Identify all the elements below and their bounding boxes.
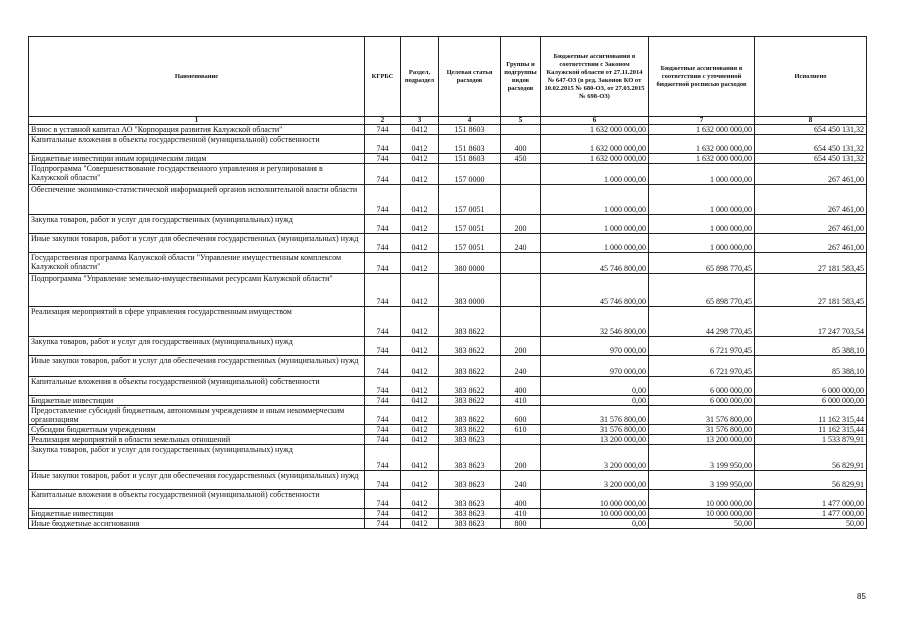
row-refined-amount: 31 576 800,00 [649,406,755,425]
row-section: 0412 [401,396,439,406]
row-name: Капитальные вложения в объекты государственной (муниципальной) собственности [29,490,365,509]
row-group [501,274,541,307]
row-executed-amount: 1 533 879,91 [755,435,867,445]
column-number: 1 [29,117,365,125]
row-group: 450 [501,154,541,164]
row-section: 0412 [401,471,439,490]
row-refined-amount: 6 000 000,00 [649,377,755,396]
row-target: 383 8622 [439,356,501,377]
table-row [29,215,867,234]
row-kgrbs: 744 [365,509,401,519]
table-header-row [29,37,867,117]
row-kgrbs: 744 [365,356,401,377]
row-name: Иные закупки товаров, работ и услуг для обеспечения государственных (муниципальных) нужд [29,234,365,253]
row-name: Капитальные вложения в объекты государственной (муниципальной) собственности [29,377,365,396]
row-name: Иные закупки товаров, работ и услуг для обеспечения государственных (муниципальных) нужд [29,356,365,377]
row-refined-amount: 31 576 800,00 [649,425,755,435]
row-law-amount: 1 000 000,00 [541,234,649,253]
table-row [29,135,867,154]
column-number: 6 [541,117,649,125]
row-group: 400 [501,490,541,509]
row-name: Иные бюджетные ассигнования [29,519,365,529]
row-law-amount: 1 000 000,00 [541,215,649,234]
row-section: 0412 [401,185,439,215]
row-law-amount: 32 546 800,00 [541,307,649,337]
row-target: 151 8603 [439,125,501,135]
row-law-amount: 0,00 [541,519,649,529]
row-name: Подпрограмма "Управление земельно-имущественными ресурсами Калужской области" [29,274,365,307]
row-target: 383 8622 [439,425,501,435]
row-kgrbs: 744 [365,307,401,337]
table-row [29,125,867,135]
row-group: 240 [501,234,541,253]
row-refined-amount: 1 000 000,00 [649,215,755,234]
row-name: Реализация мероприятий в сфере управления государственным имуществом [29,307,365,337]
row-refined-amount: 6 000 000,00 [649,396,755,406]
table-row [29,509,867,519]
row-name: Обеспечение экономико-статистической информацией органов исполнительной власти области [29,185,365,215]
column-number: 4 [439,117,501,125]
row-target: 151 8603 [439,135,501,154]
row-section: 0412 [401,164,439,185]
row-section: 0412 [401,445,439,471]
row-group: 610 [501,425,541,435]
table-row [29,519,867,529]
row-kgrbs: 744 [365,471,401,490]
row-section: 0412 [401,274,439,307]
row-section: 0412 [401,215,439,234]
row-name: Закупка товаров, работ и услуг для государственных (муниципальных) нужд [29,215,365,234]
row-executed-amount: 654 450 131,32 [755,154,867,164]
row-target: 383 8623 [439,471,501,490]
row-name: Капитальные вложения в объекты государственной (муниципальной) собственности [29,135,365,154]
row-name: Реализация мероприятий в области земельных отношений [29,435,365,445]
column-number: 5 [501,117,541,125]
row-kgrbs: 744 [365,425,401,435]
header-target: Целевая статья расходов [439,37,501,117]
row-refined-amount: 50,00 [649,519,755,529]
row-executed-amount: 1 477 000,00 [755,490,867,509]
row-executed-amount: 267 461,00 [755,164,867,185]
row-kgrbs: 744 [365,337,401,356]
row-kgrbs: 744 [365,445,401,471]
row-law-amount: 0,00 [541,396,649,406]
row-target: 383 8622 [439,406,501,425]
row-law-amount: 45 746 800,00 [541,253,649,274]
row-name: Подпрограмма "Совершенствование государственного управления и регулирования в Калужской области" [29,164,365,185]
row-refined-amount: 1 000 000,00 [649,164,755,185]
row-kgrbs: 744 [365,154,401,164]
header-kgrbs: КГРБС [365,37,401,117]
row-name: Иные закупки товаров, работ и услуг для обеспечения государственных (муниципальных) нужд [29,471,365,490]
row-name: Предоставление субсидий бюджетным, автономным учреждениям и иным некоммерческим организациям [29,406,365,425]
row-group: 200 [501,215,541,234]
row-refined-amount: 3 199 950,00 [649,471,755,490]
row-executed-amount: 56 829,91 [755,471,867,490]
row-refined-amount: 13 200 000,00 [649,435,755,445]
row-kgrbs: 744 [365,234,401,253]
row-executed-amount: 85 388,10 [755,337,867,356]
row-group [501,253,541,274]
row-kgrbs: 744 [365,490,401,509]
row-group: 410 [501,509,541,519]
row-executed-amount: 6 000 000,00 [755,377,867,396]
table-row [29,406,867,425]
row-group: 600 [501,406,541,425]
header-section: Раздел, подраздел [401,37,439,117]
row-group: 240 [501,356,541,377]
row-target: 383 8622 [439,307,501,337]
row-name: Бюджетные инвестиции иным юридическим лицам [29,154,365,164]
row-name: Взнос в уставной капитал АО "Корпорация развития Калужской области" [29,125,365,135]
row-section: 0412 [401,135,439,154]
row-law-amount: 1 632 000 000,00 [541,135,649,154]
header-law-appropriations: Бюджетные ассигнования в соответствии с Законом Калужской области от 27.11.2014 № 647-ОЗ (в ред. Законов КО от 10.02.2015 № 680-ОЗ, от 27.03.2015 № 698-ОЗ) [541,37,649,117]
row-law-amount: 10 000 000,00 [541,490,649,509]
row-section: 0412 [401,425,439,435]
row-target: 383 8623 [439,519,501,529]
table-row [29,471,867,490]
row-law-amount: 0,00 [541,377,649,396]
budget-table-sheet [28,36,866,529]
column-number: 3 [401,117,439,125]
table-row [29,274,867,307]
row-refined-amount: 1 000 000,00 [649,185,755,215]
row-group: 410 [501,396,541,406]
row-law-amount: 1 000 000,00 [541,164,649,185]
row-refined-amount: 6 721 970,45 [649,337,755,356]
row-refined-amount: 65 898 770,45 [649,253,755,274]
row-law-amount: 1 632 000 000,00 [541,125,649,135]
row-law-amount: 3 200 000,00 [541,445,649,471]
row-name: Бюджетные инвестиции [29,509,365,519]
table-row [29,490,867,509]
row-group [501,164,541,185]
row-executed-amount: 27 181 583,45 [755,274,867,307]
column-number: 7 [649,117,755,125]
row-executed-amount: 1 477 000,00 [755,509,867,519]
row-refined-amount: 44 298 770,45 [649,307,755,337]
row-kgrbs: 744 [365,519,401,529]
row-target: 157 0000 [439,164,501,185]
row-executed-amount: 11 162 315,44 [755,406,867,425]
row-group: 200 [501,337,541,356]
table-row [29,435,867,445]
row-kgrbs: 744 [365,125,401,135]
table-row [29,337,867,356]
table-row [29,445,867,471]
row-target: 383 8622 [439,337,501,356]
row-section: 0412 [401,356,439,377]
row-target: 383 8622 [439,377,501,396]
row-executed-amount: 267 461,00 [755,215,867,234]
row-executed-amount: 654 450 131,32 [755,125,867,135]
row-refined-amount: 1 632 000 000,00 [649,135,755,154]
row-section: 0412 [401,154,439,164]
row-executed-amount: 56 829,91 [755,445,867,471]
row-target: 383 8623 [439,445,501,471]
row-law-amount: 3 200 000,00 [541,471,649,490]
row-kgrbs: 744 [365,253,401,274]
row-target: 383 8622 [439,396,501,406]
row-executed-amount: 267 461,00 [755,185,867,215]
row-name: Закупка товаров, работ и услуг для государственных (муниципальных) нужд [29,337,365,356]
row-executed-amount: 6 000 000,00 [755,396,867,406]
table-row [29,234,867,253]
row-group: 200 [501,445,541,471]
column-number-row [29,117,867,125]
row-kgrbs: 744 [365,435,401,445]
row-law-amount: 970 000,00 [541,337,649,356]
table-row [29,377,867,396]
row-section: 0412 [401,519,439,529]
row-law-amount: 31 576 800,00 [541,425,649,435]
table-body [29,125,867,529]
column-number: 8 [755,117,867,125]
row-refined-amount: 3 199 950,00 [649,445,755,471]
row-kgrbs: 744 [365,164,401,185]
row-target: 383 0000 [439,274,501,307]
row-target: 383 8623 [439,490,501,509]
row-section: 0412 [401,435,439,445]
table-row [29,154,867,164]
row-executed-amount: 267 461,00 [755,234,867,253]
table-row [29,425,867,435]
row-group: 240 [501,471,541,490]
row-kgrbs: 744 [365,185,401,215]
row-group [501,125,541,135]
table-row [29,253,867,274]
row-section: 0412 [401,234,439,253]
row-executed-amount: 17 247 703,54 [755,307,867,337]
column-number: 2 [365,117,401,125]
row-name: Субсидии бюджетным учреждениям [29,425,365,435]
row-section: 0412 [401,377,439,396]
row-kgrbs: 744 [365,377,401,396]
row-target: 157 0051 [439,215,501,234]
row-group [501,185,541,215]
page-number: 85 [857,592,866,601]
row-name: Закупка товаров, работ и услуг для государственных (муниципальных) нужд [29,445,365,471]
row-kgrbs: 744 [365,396,401,406]
row-target: 151 8603 [439,154,501,164]
row-refined-amount: 6 721 970,45 [649,356,755,377]
row-group: 800 [501,519,541,529]
row-law-amount: 970 000,00 [541,356,649,377]
row-kgrbs: 744 [365,135,401,154]
row-section: 0412 [401,125,439,135]
row-law-amount: 10 000 000,00 [541,509,649,519]
row-law-amount: 1 000 000,00 [541,185,649,215]
row-refined-amount: 1 632 000 000,00 [649,154,755,164]
row-section: 0412 [401,337,439,356]
row-target: 380 0000 [439,253,501,274]
row-group: 400 [501,377,541,396]
row-refined-amount: 1 000 000,00 [649,234,755,253]
row-name: Государственная программа Калужской области "Управление имущественным комплексом Калужской области" [29,253,365,274]
row-group [501,435,541,445]
row-section: 0412 [401,253,439,274]
row-law-amount: 13 200 000,00 [541,435,649,445]
table-row [29,185,867,215]
row-executed-amount: 50,00 [755,519,867,529]
row-section: 0412 [401,509,439,519]
table-row [29,396,867,406]
row-target: 383 8623 [439,509,501,519]
row-target: 383 8623 [439,435,501,445]
header-name: Наименование [29,37,365,117]
row-kgrbs: 744 [365,215,401,234]
row-law-amount: 1 632 000 000,00 [541,154,649,164]
header-group: Группы и подгруппы видов расходов [501,37,541,117]
row-section: 0412 [401,307,439,337]
row-executed-amount: 85 388,10 [755,356,867,377]
row-refined-amount: 1 632 000 000,00 [649,125,755,135]
budget-execution-table [28,36,867,529]
row-refined-amount: 10 000 000,00 [649,509,755,519]
row-target: 157 0051 [439,185,501,215]
row-executed-amount: 654 450 131,32 [755,135,867,154]
header-refined-appropriations: Бюджетные ассигнования в соответствии с уточненной бюджетной росписью расходов [649,37,755,117]
row-executed-amount: 11 162 315,44 [755,425,867,435]
table-row [29,356,867,377]
row-refined-amount: 65 898 770,45 [649,274,755,307]
row-name: Бюджетные инвестиции [29,396,365,406]
row-refined-amount: 10 000 000,00 [649,490,755,509]
row-group [501,307,541,337]
row-target: 157 0051 [439,234,501,253]
row-executed-amount: 27 181 583,45 [755,253,867,274]
table-row [29,307,867,337]
row-kgrbs: 744 [365,406,401,425]
row-kgrbs: 744 [365,274,401,307]
row-section: 0412 [401,490,439,509]
header-executed: Исполнено [755,37,867,117]
row-law-amount: 45 746 800,00 [541,274,649,307]
table-row [29,164,867,185]
row-law-amount: 31 576 800,00 [541,406,649,425]
row-section: 0412 [401,406,439,425]
row-group: 400 [501,135,541,154]
